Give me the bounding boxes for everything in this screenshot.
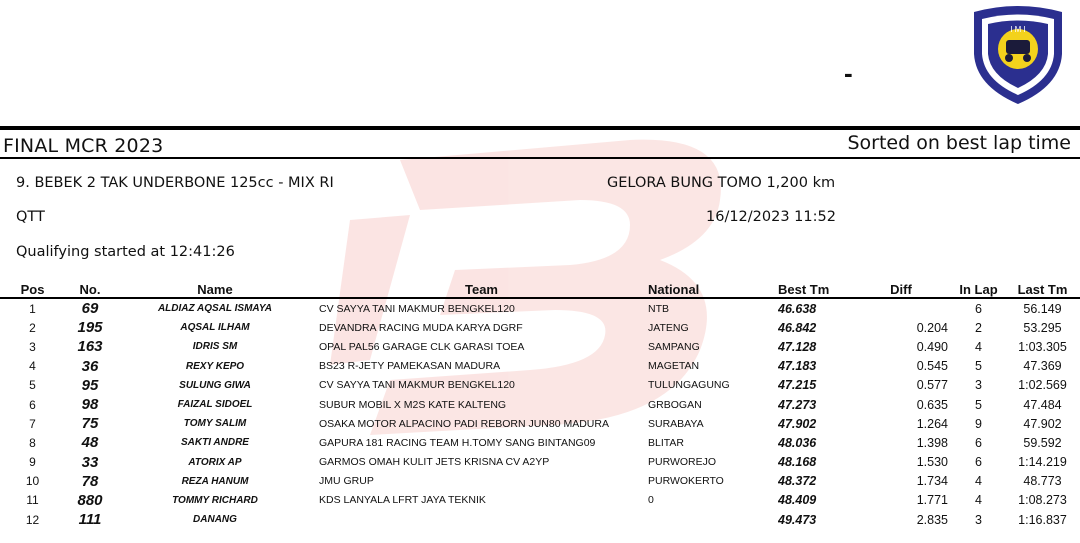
cell-national: NTB	[648, 302, 669, 315]
col-best: Best Tm	[778, 281, 830, 297]
cell-last-time: 1:02.569	[1018, 378, 1067, 393]
cell-last-time: 1:08.273	[1018, 493, 1067, 508]
table-row	[0, 510, 1080, 529]
cell-last-time: 59.592	[1023, 435, 1062, 450]
cell-best-time: 47.215	[778, 378, 817, 393]
cell-team	[315, 510, 648, 529]
cell-diff: 0.577	[916, 378, 948, 393]
cell-diff: 0.490	[916, 339, 948, 354]
cell-best-time: 47.273	[778, 397, 817, 412]
cell-diff: 2.835	[916, 512, 948, 527]
session-label: QTT	[16, 209, 45, 225]
cell-in-lap: 3	[975, 378, 982, 393]
cell-pos: 9	[29, 455, 36, 470]
cell-national: SAMPANG	[648, 340, 700, 353]
cell-in-lap: 4	[975, 474, 982, 489]
cell-number: 78	[81, 472, 99, 490]
table-row	[0, 298, 1080, 318]
cell-national: SURABAYA	[648, 417, 704, 430]
cell-last-time: 1:16.837	[1018, 512, 1067, 527]
table-row	[0, 376, 1080, 395]
cell-name: AQSAL ILHAM	[180, 322, 250, 334]
cell-best-time: 47.183	[778, 359, 817, 374]
cell-national: 0	[648, 494, 654, 507]
cell-national: PURWOKERTO	[648, 475, 724, 488]
table-header	[0, 281, 1080, 298]
table-row	[0, 357, 1080, 376]
cell-in-lap: 5	[975, 359, 982, 374]
cell-team: CV SAYYA TANI MAKMUR BENGKEL120	[319, 379, 515, 392]
cell-national: PURWOREJO	[648, 456, 717, 469]
cell-name: IDRIS SM	[192, 341, 238, 353]
cell-pos: 7	[29, 416, 36, 431]
cell-national: BLITAR	[648, 436, 684, 449]
start-note: Qualifying started at 12:41:26	[16, 244, 235, 260]
cell-best-time: 48.036	[778, 435, 817, 450]
cell-best-time: 46.842	[778, 320, 817, 335]
col-last: Last Tm	[1017, 281, 1068, 297]
cell-team: BS23 R-JETY PAMEKASAN MADURA	[319, 360, 501, 373]
cell-national: GRBOGAN	[648, 398, 702, 411]
cell-in-lap: 9	[975, 416, 982, 431]
cell-pos: 1	[29, 301, 36, 316]
cell-best-time: 48.168	[778, 455, 817, 470]
cell-diff: 1.264	[916, 416, 948, 431]
col-inlap: In Lap	[959, 281, 998, 297]
cell-number: 880	[77, 491, 103, 509]
cell-in-lap: 5	[975, 397, 982, 412]
cell-team: KDS LANYALA LFRT JAYA TEKNIK	[319, 494, 486, 507]
cell-name: ALDIAZ AQSAL ISMAYA	[157, 303, 273, 315]
cell-team: GAPURA 181 RACING TEAM H.TOMY SANG BINTANG09	[319, 436, 596, 449]
cell-number: 95	[81, 376, 99, 394]
cell-pos: 11	[26, 493, 39, 508]
cell-team: DEVANDRA RACING MUDA KARYA DGRF	[319, 321, 523, 334]
cell-name: FAIZAL SIDOEL	[177, 399, 253, 411]
cell-team: OPAL PAL56 GARAGE CLK GARASI TOEA	[319, 340, 525, 353]
cell-diff: 1.530	[916, 455, 948, 470]
cell-best-time: 49.473	[778, 512, 817, 527]
cell-number: 69	[81, 300, 99, 318]
cell-pos: 10	[25, 474, 40, 489]
cell-last-time: 1:03.305	[1018, 339, 1067, 354]
cell-number: 36	[81, 357, 99, 375]
results-table	[0, 281, 1080, 529]
cell-pos: 3	[29, 339, 36, 354]
cell-best-time: 48.409	[778, 493, 817, 508]
table-row	[0, 414, 1080, 433]
cell-in-lap: 6	[975, 435, 982, 450]
cell-name: TOMY SALIM	[183, 418, 247, 430]
table-row	[0, 491, 1080, 510]
imi-logo	[966, 2, 1070, 106]
circuit: GELORA BUNG TOMO 1,200 km	[607, 175, 836, 191]
cell-national: TULUNGAGUNG	[648, 379, 730, 392]
cell-diff: 1.771	[916, 493, 948, 508]
cell-in-lap: 4	[975, 339, 982, 354]
race-class: 9. BEBEK 2 TAK UNDERBONE 125cc - MIX RI	[16, 175, 334, 191]
cell-diff: 1.734	[916, 474, 948, 489]
cell-team: GARMOS OMAH KULIT JETS KRISNA CV A2YP	[319, 456, 550, 469]
cell-number: 163	[77, 338, 103, 356]
cell-number: 98	[81, 396, 99, 414]
cell-number: 75	[81, 415, 99, 433]
table-row	[0, 433, 1080, 452]
cell-diff: 1.398	[916, 435, 948, 450]
event-title: FINAL MCR 2023	[3, 135, 164, 157]
cell-name: SAKTI ANDRE	[181, 437, 249, 449]
cell-national: JATENG	[648, 321, 689, 334]
cell-team: JMU GRUP	[319, 475, 374, 488]
col-pos: Pos	[20, 281, 45, 297]
cell-name: REXY KEPO	[185, 360, 245, 372]
cell-last-time: 53.295	[1023, 320, 1062, 335]
sort-note: Sorted on best lap time	[847, 132, 1071, 154]
cell-name: DANANG	[193, 514, 237, 526]
col-national: National	[648, 281, 700, 297]
cell-national	[648, 510, 778, 529]
cell-in-lap: 6	[975, 301, 982, 316]
table-row	[0, 337, 1080, 356]
cell-number: 33	[81, 453, 99, 471]
session-datetime: 16/12/2023 11:52	[706, 209, 836, 225]
cell-in-lap: 3	[975, 512, 982, 527]
cell-diff: 0.545	[916, 359, 948, 374]
cell-last-time: 1:14.219	[1018, 455, 1067, 470]
cell-last-time: 47.902	[1023, 416, 1062, 431]
cell-pos: 2	[29, 320, 36, 335]
cell-name: ATORIX AP	[188, 456, 242, 468]
cell-number: 48	[81, 434, 99, 452]
cell-best-time: 46.638	[778, 301, 817, 316]
cell-number: 195	[77, 319, 103, 337]
cell-pos: 4	[29, 359, 36, 374]
cell-in-lap: 2	[975, 320, 982, 335]
table-row	[0, 318, 1080, 337]
col-name: Name	[197, 281, 233, 297]
top-divider	[0, 126, 1080, 130]
header-divider	[0, 157, 1080, 159]
cell-last-time: 47.369	[1023, 359, 1062, 374]
cell-best-time: 47.128	[778, 339, 817, 354]
header-dash: -	[844, 58, 853, 88]
cell-pos: 5	[29, 378, 36, 393]
cell-best-time: 48.372	[778, 474, 817, 489]
cell-team: OSAKA MOTOR ALPACINO PADI REBORN JUN80 MADURA	[319, 417, 609, 430]
cell-diff: 0.204	[916, 320, 948, 335]
cell-team: CV SAYYA TANI MAKMUR BENGKEL120	[319, 302, 515, 315]
cell-name: REZA HANUM	[181, 475, 249, 487]
cell-name: SULUNG GIWA	[179, 379, 251, 391]
cell-last-time: 56.149	[1023, 301, 1062, 316]
logo-text-top: I M I	[1010, 25, 1026, 34]
cell-pos: 8	[29, 435, 36, 450]
col-diff: Diff	[890, 281, 912, 297]
cell-diff: 0.635	[916, 397, 948, 412]
cell-national: MAGETAN	[648, 360, 700, 373]
cell-number: 111	[78, 511, 102, 529]
cell-best-time: 47.902	[778, 416, 817, 431]
cell-team: SUBUR MOBIL X M2S KATE KALTENG	[319, 398, 507, 411]
cell-diff	[850, 298, 952, 318]
cell-pos: 6	[29, 397, 36, 412]
cell-name: TOMMY RICHARD	[172, 494, 258, 506]
cell-pos: 12	[25, 512, 40, 527]
col-team: Team	[465, 281, 498, 297]
cell-last-time: 48.773	[1023, 474, 1062, 489]
col-no: No.	[79, 281, 101, 297]
cell-in-lap: 6	[975, 455, 982, 470]
table-row	[0, 472, 1080, 491]
cell-last-time: 47.484	[1023, 397, 1062, 412]
cell-in-lap: 4	[975, 493, 982, 508]
table-row	[0, 453, 1080, 472]
table-row	[0, 395, 1080, 414]
